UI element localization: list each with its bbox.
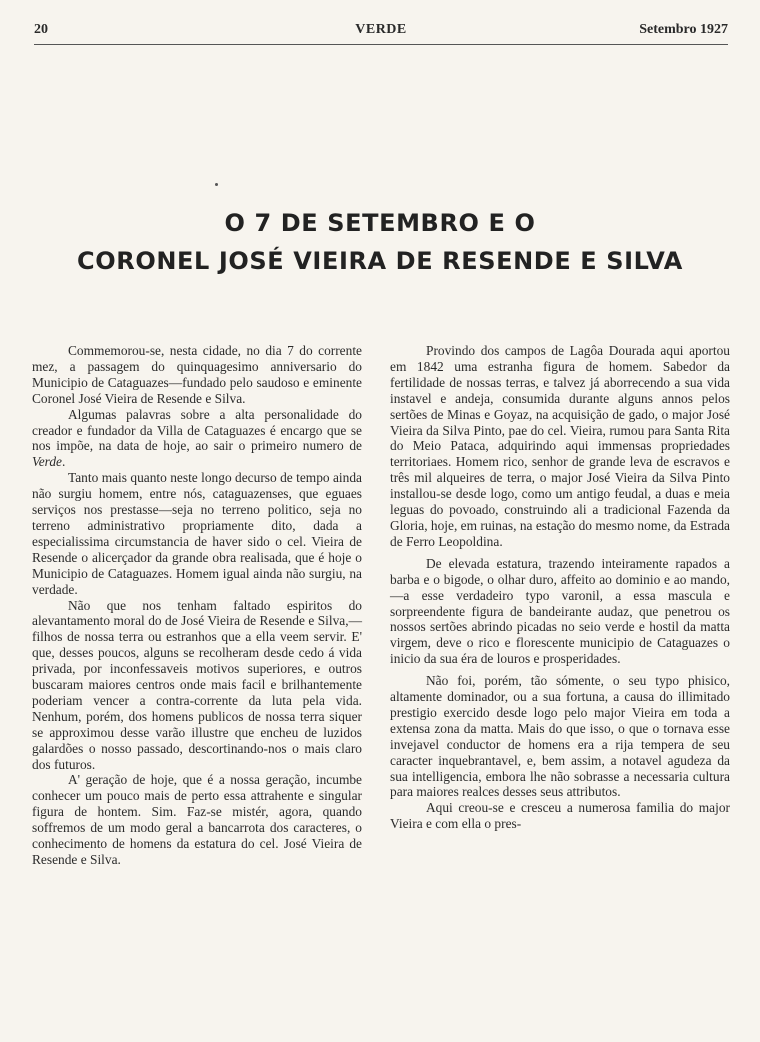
paragraph: Tanto mais quanto neste longo decurso de tempo ainda não surgiu homem, entre nós, cataguazenses, que eguaes serviços nos prestasse—seja no terreno politico, seja no terreno administrativo propriamente dito, dada a especialissima circumstancia de haver sido o cel. Vieira de Resende o alicerçador da grande obra realisada, que é hoje o Municipio de Cataguazes. Homem igual ainda não surgiu, na verdade. <box>32 470 362 597</box>
page-number: 20 <box>34 22 48 37</box>
left-column <box>32 343 362 868</box>
paragraph: De elevada estatura, trazendo inteiramente rapados a barba e o bigode, o olhar duro, affeito ao dominio e ao mando,—a esse verdadeiro typo varonil, a essa mascula e sorpreendente figura de bandeirante audaz, que penetrou os nossos sertões abrindo picadas no seio verde e hostil da matta virgem, deve o rico e florescente municipio de Cataguazes o inicio da sua éra de louros e prosperidades. <box>390 555 730 667</box>
paragraph <box>32 407 362 471</box>
paragraph: Não que nos tenham faltado espiritos do alevantamento moral do de José Vieira de Resende e Silva,—filhos de nossa terra ou estranhos que a ella veem servir. E' que, desses poucos, alguns se recolheram desde cedo á vida privada, por inconfessaveis motivos superiores, e outros buscaram maiores centros onde mais facil e brilhantemente poderiam vencer a contra-corrente da luta pela vida. Nenhum, porém, dos homens publicos de nossa terra siquer se approximou desse varão illustre que encheu de luzidos galardões o nosso passado, descortinando-nos o mais claro dos futuros. <box>32 597 362 772</box>
ink-speck <box>215 183 218 186</box>
paragraph: Provindo dos campos de Lagôa Dourada aqui aportou em 1842 uma estranha figura de homem. Sabedor da fertilidade de nossas terras, e talvez já aborrecendo a sua vida instavel e andeja, consumida durante alguns annos pelos sertões de Minas e Goyaz, na acquisição de gado, o major José Vieira da Silva Pinto, pae do cel. Vieira, rumou para Santa Rita do Meio Pataca, adquirindo aqui immensas propriedades territoriaes. Homem rico, senhor de grande leva de escravos e três mil alqueires de terra, o major José Vieira da Silva Pinto installou-se desde logo, como um antigo feudal, a duas e meia leguas do povoado, construindo ali a tradicional Fazenda da Gloria, hoje, em ruinas, na estação do mesmo nome, da Estrada de Ferro Leopoldina. <box>390 343 730 549</box>
journal-name: VERDE <box>355 22 407 37</box>
article-title-line-1: O 7 DE SETEMBRO E O <box>224 209 536 237</box>
running-header <box>34 20 728 45</box>
paragraph: Não foi, porém, tão sómente, o seu typo phisico, altamente dominador, ou a sua fortuna, a causa do illimitado prestigio exercido desde logo pelo major Vieira em toda a extensa zona da matta. Mais do que isso, o que o tornava esse invejavel conductor de homens era a rija tempera de seu caracter inquebrantavel, e, bem assim, a notavel agudeza da sua intelligencia, embora lhe não sobrasse a necessaria cultura para maiores realces desses seus attributos. <box>390 673 730 800</box>
paragraph-text: Algumas palavras sobre a alta personalidade do creador e fundador da Villa de Cataguazes é encargo que se nos impõe, na data de hoje, ao sair o primeiro numero de <box>32 406 362 454</box>
magazine-name-italic: Verde <box>32 454 62 470</box>
article-title <box>40 204 720 280</box>
paragraph: Aqui creou-se e cresceu a numerosa familia do major Vieira e com ella o pres- <box>390 800 730 832</box>
issue-date: Setembro 1927 <box>639 22 728 37</box>
paragraph-end: . <box>62 454 66 470</box>
paragraph: Commemorou-se, nesta cidade, no dia 7 do corrente mez, a passagem do quinquagesimo anniversario do Municipio de Cataguazes—fundado pelo saudoso e eminente Coronel José Vieira de Resende e Silva. <box>32 343 362 406</box>
article-title-line-2: CORONEL JOSÉ VIEIRA DE RESENDE E SILVA <box>77 247 683 275</box>
paragraph: A' geração de hoje, que é a nossa geração, incumbe conhecer um pouco mais de perto essa attrahente e singular figura de hontem. Sim. Faz-se mistér, agora, quando soffremos de um modo geral a bancarrota dos caracteres, o conhecimento de homens da estatura do cel. José Vieira de Resende e Silva. <box>32 772 362 867</box>
right-column <box>390 343 730 832</box>
